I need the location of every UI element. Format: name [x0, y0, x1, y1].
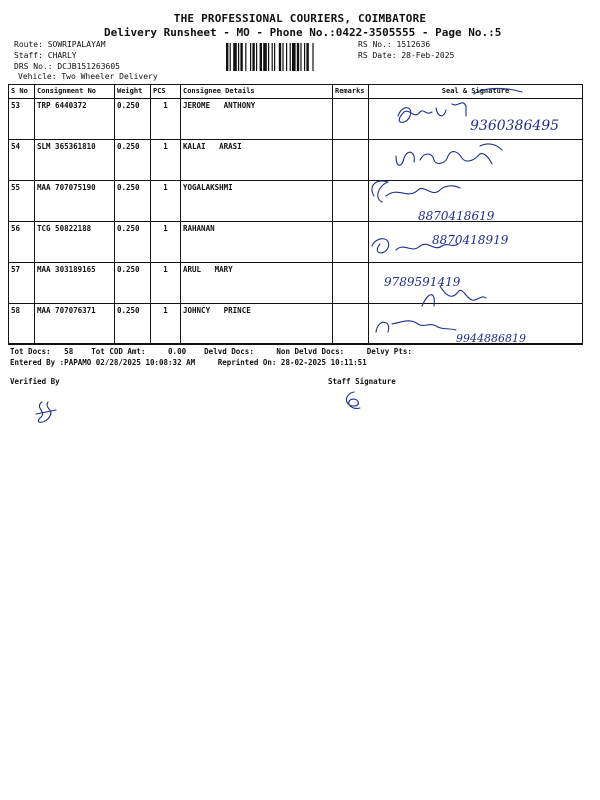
barcode-bar: [263, 43, 267, 71]
cell-weight: 0.250: [115, 263, 151, 304]
barcode-bar: [279, 43, 281, 71]
barcode-bar: [252, 43, 254, 71]
cell-weight: 0.250: [115, 222, 151, 263]
barcode-bar: [250, 43, 251, 71]
runsheet-title: Delivery Runsheet - MO - Phone No.:0422-3505555 - Page No.:5: [104, 26, 502, 39]
barcode: [226, 43, 346, 71]
drs-number: DRS No.: DCJB151263605: [14, 62, 120, 71]
handwritten-number: 9360386495: [470, 118, 560, 134]
verified-by-signature: [28, 398, 68, 428]
cell-consignee: ARUL MARY: [181, 263, 333, 304]
cell-consignment: MAA 707076371: [35, 304, 115, 345]
cell-consignment: TCG 50822188: [35, 222, 115, 263]
cell-pcs: 1: [151, 181, 181, 222]
barcode-bar: [286, 43, 287, 71]
cell-pcs: 1: [151, 99, 181, 140]
cell-consignee: KALAI ARASI: [181, 140, 333, 181]
handwritten-number: 9944886819: [456, 332, 526, 345]
barcode-bar: [240, 43, 242, 71]
barcode-bar: [233, 43, 237, 71]
barcode-bar: [268, 43, 269, 71]
vehicle-label: Vehicle: Two Wheeler Delivery: [18, 72, 158, 81]
rs-date: RS Date: 28-Feb-2025: [358, 51, 455, 60]
barcode-bar: [297, 43, 299, 71]
cell-pcs: 1: [151, 263, 181, 304]
barcode-bar: [304, 43, 305, 71]
cell-pcs: 1: [151, 304, 181, 345]
cell-consignee: YOGALAKSHMI: [181, 181, 333, 222]
barcode-bar: [282, 43, 283, 71]
company-title: THE PROFESSIONAL COURIERS, COIMBATORE: [173, 12, 427, 25]
cell-weight: 0.250: [115, 181, 151, 222]
rs-number: RS No.: 1512636: [358, 40, 431, 49]
barcode-bar: [226, 43, 228, 71]
cell-consignment: MAA 707075190: [35, 181, 115, 222]
cell-pcs: 1: [151, 222, 181, 263]
signature-scribble: [36, 402, 56, 422]
barcode-bar: [292, 43, 296, 71]
barcode-bar: [245, 43, 246, 71]
barcode-bar: [274, 43, 275, 71]
barcode-bar: [238, 43, 239, 71]
handwritten-phone-numbers: [362, 86, 592, 348]
signature-scribble: [347, 392, 361, 408]
col-header-signature: Seal & Signature: [369, 85, 583, 99]
col-header-weight: Weight: [115, 85, 151, 99]
cell-weight: 0.250: [115, 99, 151, 140]
cell-consignment: TRP 6440372: [35, 99, 115, 140]
cell-sno: 57: [9, 263, 35, 304]
barcode-bar: [290, 43, 291, 71]
barcode-bar: [260, 43, 262, 71]
cell-consignment: MAA 303189165: [35, 263, 115, 304]
handwritten-number: 8870418919: [432, 233, 509, 247]
barcode-bar: [306, 43, 308, 71]
col-header-remarks: Remarks: [333, 85, 369, 99]
barcode-bar: [230, 43, 231, 71]
staff-signature-label: Staff Signature: [328, 377, 396, 386]
staff-signature: [338, 388, 368, 414]
cell-sno: 56: [9, 222, 35, 263]
col-header-sno: S No: [9, 85, 35, 99]
verified-by-label: Verified By: [10, 377, 60, 386]
barcode-bar: [312, 43, 313, 71]
cell-pcs: 1: [151, 140, 181, 181]
barcode-bar: [256, 43, 257, 71]
cell-consignee: JEROME ANTHONY: [181, 99, 333, 140]
col-header-consignment: Consignment No: [35, 85, 115, 99]
col-header-consignee: Consignee Details: [181, 85, 333, 99]
entered-by-line: Entered By :PAPAMO 02/28/2025 10:08:32 AM Reprinted On: 28-02-2025 10:11:51: [10, 358, 367, 367]
route-label: Route: SOWRIPALAYAM: [14, 40, 106, 49]
handwritten-number: 9789591419: [384, 275, 461, 289]
cell-sno: 58: [9, 304, 35, 345]
cell-weight: 0.250: [115, 140, 151, 181]
handwritten-number: 8870418619: [418, 209, 495, 223]
cell-weight: 0.250: [115, 304, 151, 345]
totals-line: Tot Docs: 58 Tot COD Amt: 0.00 Delvd Docs: Non Delvd Docs: Delvy Pts:: [10, 347, 412, 356]
cell-sno: 55: [9, 181, 35, 222]
cell-consignment: SLM 365361810: [35, 140, 115, 181]
cell-consignee: JOHNCY PRINCE: [181, 304, 333, 345]
cell-sno: 53: [9, 99, 35, 140]
barcode-bar: [300, 43, 301, 71]
staff-label: Staff: CHARLY: [14, 51, 77, 60]
cell-consignee: RAHANAN: [181, 222, 333, 263]
cell-sno: 54: [9, 140, 35, 181]
barcode-bar: [272, 43, 273, 71]
col-header-pcs: PCS: [151, 85, 181, 99]
